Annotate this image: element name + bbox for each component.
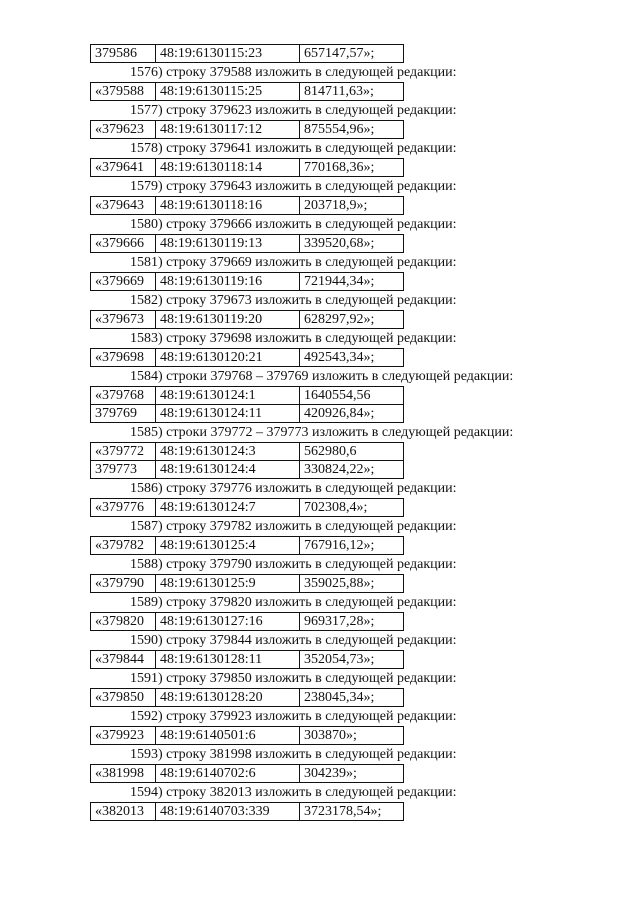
row-number-cell: «379923: [91, 727, 156, 745]
row-number-cell: 379773: [91, 461, 156, 479]
row-number-cell: «379776: [91, 499, 156, 517]
amendment-instruction: 1584) строки 379768 – 379769 изложить в следующей редакции:: [130, 369, 514, 384]
value-cell: 3723178,54»;: [300, 803, 404, 821]
amendment-table: [90, 726, 404, 745]
cadastral-number-cell: 48:19:6130124:3: [156, 443, 300, 461]
row-number-cell: «379820: [91, 613, 156, 631]
value-cell: 1640554,56: [300, 387, 404, 405]
row-number-cell: «379850: [91, 689, 156, 707]
row-number-cell: «379768: [91, 387, 156, 405]
amendment-instruction: 1594) строку 382013 изложить в следующей редакции:: [130, 785, 457, 800]
amendment-table: [90, 158, 404, 177]
row-number-cell: «382013: [91, 803, 156, 821]
value-cell: 330824,22»;: [300, 461, 404, 479]
table-row: [91, 197, 404, 215]
row-number-cell: «379782: [91, 537, 156, 555]
amendment-table: [90, 688, 404, 707]
table-row: [91, 45, 404, 63]
row-number-cell: «379623: [91, 121, 156, 139]
amendment-table: [90, 82, 404, 101]
row-number-cell: «379666: [91, 235, 156, 253]
amendment-table: [90, 272, 404, 291]
amendment-instruction: 1581) строку 379669 изложить в следующей редакции:: [130, 255, 457, 270]
cadastral-number-cell: 48:19:6130115:23: [156, 45, 300, 63]
cadastral-number-cell: 48:19:6130125:9: [156, 575, 300, 593]
value-cell: 420926,84»;: [300, 405, 404, 423]
value-cell: 657147,57»;: [300, 45, 404, 63]
cadastral-number-cell: 48:19:6140703:339: [156, 803, 300, 821]
value-cell: 562980,6: [300, 443, 404, 461]
value-cell: 339520,68»;: [300, 235, 404, 253]
row-number-cell: «379772: [91, 443, 156, 461]
row-number-cell: 379586: [91, 45, 156, 63]
row-number-cell: «381998: [91, 765, 156, 783]
amendment-table: [90, 574, 404, 593]
row-number-cell: «379588: [91, 83, 156, 101]
table-row: [91, 499, 404, 517]
cadastral-number-cell: 48:19:6130120:21: [156, 349, 300, 367]
value-cell: 203718,9»;: [300, 197, 404, 215]
cadastral-number-cell: 48:19:6130128:11: [156, 651, 300, 669]
cadastral-number-cell: 48:19:6130127:16: [156, 613, 300, 631]
value-cell: 628297,92»;: [300, 311, 404, 329]
amendment-instruction: 1586) строку 379776 изложить в следующей редакции:: [130, 481, 457, 496]
amendment-table: [90, 310, 404, 329]
amendment-table: [90, 498, 404, 517]
amendment-instruction: 1579) строку 379643 изложить в следующей редакции:: [130, 179, 457, 194]
cadastral-number-cell: 48:19:6130119:16: [156, 273, 300, 291]
cadastral-number-cell: 48:19:6130124:7: [156, 499, 300, 517]
row-number-cell: «379698: [91, 349, 156, 367]
table-row: [91, 159, 404, 177]
cadastral-number-cell: 48:19:6140702:6: [156, 765, 300, 783]
amendment-table: [90, 348, 404, 367]
amendment-table: [90, 764, 404, 783]
cadastral-number-cell: 48:19:6130128:20: [156, 689, 300, 707]
amendment-table: [90, 802, 404, 821]
table-row: [91, 803, 404, 821]
cadastral-number-cell: 48:19:6130115:25: [156, 83, 300, 101]
amendment-instruction: 1591) строку 379850 изложить в следующей редакции:: [130, 671, 457, 686]
value-cell: 770168,36»;: [300, 159, 404, 177]
table-row: [91, 83, 404, 101]
amendment-table: [90, 196, 404, 215]
value-cell: 303870»;: [300, 727, 404, 745]
amendment-instruction: 1593) строку 381998 изложить в следующей редакции:: [130, 747, 457, 762]
amendment-table: [90, 120, 404, 139]
table-row: [91, 443, 404, 461]
table-row: [91, 727, 404, 745]
amendment-instruction: 1585) строки 379772 – 379773 изложить в следующей редакции:: [130, 425, 514, 440]
table-row: [91, 575, 404, 593]
amendment-table: [90, 44, 404, 63]
amendment-instruction: 1592) строку 379923 изложить в следующей редакции:: [130, 709, 457, 724]
cadastral-number-cell: 48:19:6130117:12: [156, 121, 300, 139]
table-row: [91, 613, 404, 631]
amendment-table: [90, 234, 404, 253]
row-number-cell: «379844: [91, 651, 156, 669]
cadastral-number-cell: 48:19:6130125:4: [156, 537, 300, 555]
amendment-table: [90, 536, 404, 555]
amendment-table: [90, 442, 404, 479]
amendment-instruction: 1588) строку 379790 изложить в следующей редакции:: [130, 557, 457, 572]
value-cell: 492543,34»;: [300, 349, 404, 367]
cadastral-number-cell: 48:19:6130118:14: [156, 159, 300, 177]
table-row: [91, 689, 404, 707]
value-cell: 238045,34»;: [300, 689, 404, 707]
value-cell: 875554,96»;: [300, 121, 404, 139]
amendment-instruction: 1583) строку 379698 изложить в следующей редакции:: [130, 331, 457, 346]
value-cell: 721944,34»;: [300, 273, 404, 291]
cadastral-number-cell: 48:19:6130124:1: [156, 387, 300, 405]
amendment-table: [90, 386, 404, 423]
table-row: [91, 387, 404, 405]
table-row: [91, 273, 404, 291]
cadastral-number-cell: 48:19:6130119:13: [156, 235, 300, 253]
table-row: [91, 461, 404, 479]
row-number-cell: 379769: [91, 405, 156, 423]
value-cell: 767916,12»;: [300, 537, 404, 555]
value-cell: 352054,73»;: [300, 651, 404, 669]
amendments-list: [90, 44, 610, 821]
amendment-instruction: 1582) строку 379673 изложить в следующей редакции:: [130, 293, 457, 308]
table-row: [91, 235, 404, 253]
table-row: [91, 537, 404, 555]
row-number-cell: «379790: [91, 575, 156, 593]
amendment-instruction: 1589) строку 379820 изложить в следующей редакции:: [130, 595, 457, 610]
table-row: [91, 349, 404, 367]
value-cell: 969317,28»;: [300, 613, 404, 631]
value-cell: 814711,63»;: [300, 83, 404, 101]
table-row: [91, 121, 404, 139]
value-cell: 304239»;: [300, 765, 404, 783]
amendment-instruction: 1576) строку 379588 изложить в следующей редакции:: [130, 65, 457, 80]
cadastral-number-cell: 48:19:6130124:4: [156, 461, 300, 479]
cadastral-number-cell: 48:19:6130119:20: [156, 311, 300, 329]
amendment-instruction: 1587) строку 379782 изложить в следующей редакции:: [130, 519, 457, 534]
amendment-instruction: 1578) строку 379641 изложить в следующей редакции:: [130, 141, 457, 156]
row-number-cell: «379669: [91, 273, 156, 291]
value-cell: 359025,88»;: [300, 575, 404, 593]
cadastral-number-cell: 48:19:6130124:11: [156, 405, 300, 423]
row-number-cell: «379673: [91, 311, 156, 329]
table-row: [91, 765, 404, 783]
amendment-table: [90, 612, 404, 631]
cadastral-number-cell: 48:19:6140501:6: [156, 727, 300, 745]
amendment-table: [90, 650, 404, 669]
amendment-instruction: 1590) строку 379844 изложить в следующей редакции:: [130, 633, 457, 648]
amendment-instruction: 1577) строку 379623 изложить в следующей редакции:: [130, 103, 457, 118]
table-row: [91, 651, 404, 669]
row-number-cell: «379641: [91, 159, 156, 177]
row-number-cell: «379643: [91, 197, 156, 215]
value-cell: 702308,4»;: [300, 499, 404, 517]
amendment-instruction: 1580) строку 379666 изложить в следующей редакции:: [130, 217, 457, 232]
table-row: [91, 311, 404, 329]
cadastral-number-cell: 48:19:6130118:16: [156, 197, 300, 215]
table-row: [91, 405, 404, 423]
